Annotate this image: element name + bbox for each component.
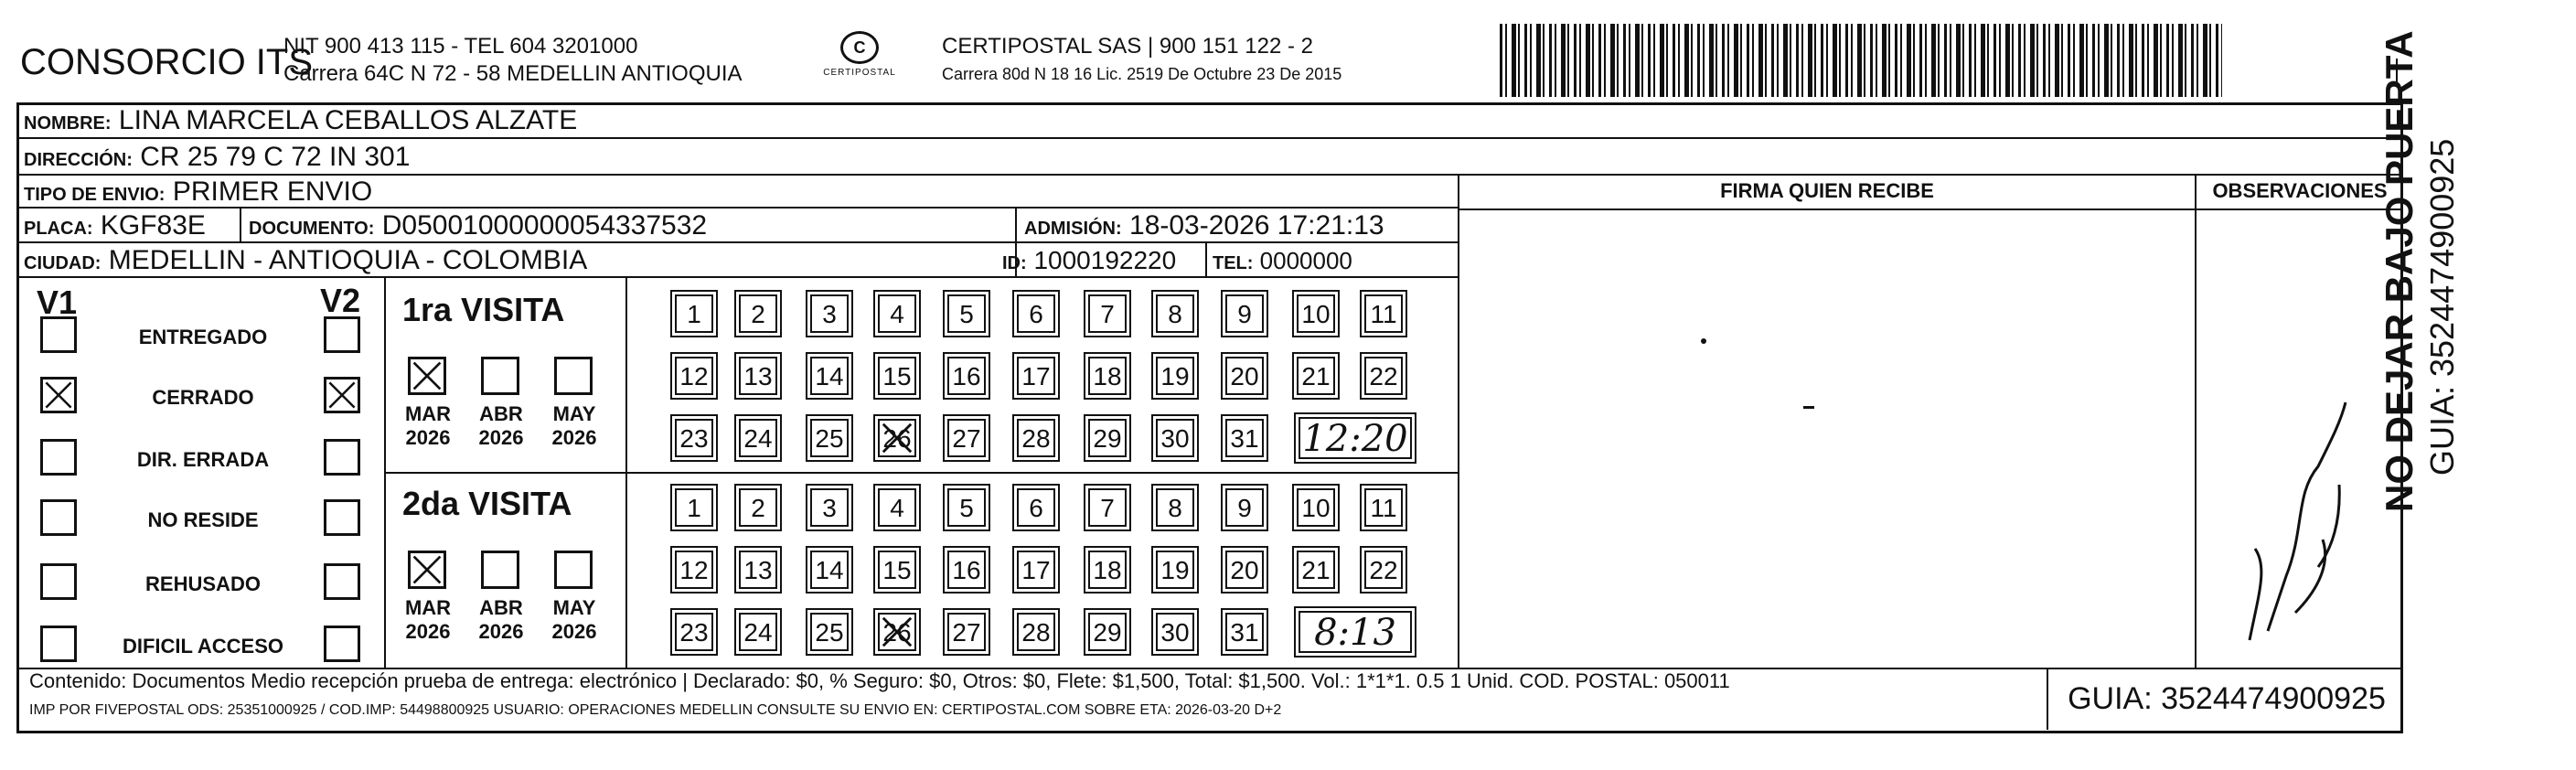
v2-checkbox[interactable] (324, 626, 360, 662)
status-label: DIR. ERRADA (136, 448, 270, 471)
day-box[interactable]: 2 (739, 294, 777, 333)
day-box[interactable]: 23 (675, 419, 713, 457)
day-box[interactable]: 14 (810, 551, 849, 589)
ciudad-value: MEDELLIN - ANTIOQUIA - COLOMBIA (108, 245, 588, 275)
day-box[interactable]: 7 (1088, 488, 1127, 527)
observaciones-header: OBSERVACIONES (2212, 179, 2388, 202)
x-mark-icon (411, 359, 444, 392)
day-box[interactable]: 14 (810, 357, 849, 395)
day-box[interactable]: 17 (1017, 357, 1055, 395)
divider (1458, 209, 2403, 210)
month-year: 2026 (478, 426, 524, 449)
day-box[interactable]: 6 (1017, 294, 1055, 333)
day-box[interactable]: 10 (1297, 488, 1335, 527)
day-box[interactable]: 27 (947, 419, 986, 457)
day-box[interactable]: 13 (739, 357, 777, 395)
month-year: 2026 (405, 426, 451, 449)
month-label (547, 596, 602, 644)
day-box[interactable]: 25 (810, 419, 849, 457)
handwritten-signature (2231, 384, 2359, 649)
placa-label: PLACA: (24, 219, 93, 239)
day-box[interactable]: 15 (878, 551, 916, 589)
company-info (283, 33, 743, 88)
direccion-label: DIRECCIÓN: (24, 150, 133, 170)
day-box[interactable]: 3 (810, 488, 849, 527)
day-box[interactable]: 16 (947, 357, 986, 395)
day-box[interactable]: 31 (1225, 613, 1264, 651)
month-label (547, 402, 602, 450)
day-box[interactable]: 25 (810, 613, 849, 651)
status-label: REHUSADO (145, 572, 261, 595)
month-label (474, 596, 529, 644)
day-box[interactable]: 13 (739, 551, 777, 589)
month-checkbox[interactable] (481, 357, 519, 395)
month-checkbox[interactable] (408, 551, 446, 589)
carrier-name: CERTIPOSTAL SAS | 900 151 122 - 2 (942, 34, 1313, 59)
documento-value: D05001000000054337532 (381, 210, 708, 241)
day-box[interactable]: 19 (1156, 551, 1194, 589)
v1-checkbox[interactable] (40, 439, 77, 476)
day-box[interactable]: 8 (1156, 294, 1194, 333)
day-box[interactable]: 6 (1017, 488, 1055, 527)
tel-label: TEL: (1213, 253, 1254, 273)
day-box[interactable]: 31 (1225, 419, 1264, 457)
month-year: 2026 (551, 620, 597, 643)
month-checkbox[interactable] (481, 551, 519, 589)
v1-checkbox[interactable] (40, 499, 77, 536)
footer-contents: Contenido: Documentos Medio recepción prueba de entrega: electrónico | Declarado: $0, % Seguro: $0, Otros: $0, Flete: $1,500, Total: $1,500. Vol.: 1*1*1. 0.5 1 Unid. COD. POSTAL: 050011 (29, 669, 1730, 692)
day-box[interactable]: 26 (878, 419, 916, 457)
visit-title: 1ra VISITA (402, 291, 565, 328)
day-box[interactable]: 11 (1364, 294, 1403, 333)
month-name: MAR (404, 596, 452, 619)
certipostal-logo (805, 31, 914, 86)
admision-value: 18-03-2026 17:21:13 (1129, 210, 1384, 241)
month-label (401, 596, 455, 644)
day-box[interactable]: 22 (1364, 357, 1403, 395)
day-box[interactable]: 5 (947, 488, 986, 527)
row-nombre (16, 102, 2403, 139)
month-label (401, 402, 455, 450)
month-name: MAY (552, 402, 596, 425)
day-box[interactable]: 30 (1156, 613, 1194, 651)
month-year: 2026 (478, 620, 524, 643)
v2-checkbox[interactable] (324, 377, 360, 413)
barcode (1500, 24, 2222, 97)
x-mark-icon (43, 380, 74, 411)
day-box[interactable]: 4 (878, 294, 916, 333)
day-box[interactable]: 7 (1088, 294, 1127, 333)
day-box[interactable]: 18 (1088, 551, 1127, 589)
day-box[interactable]: 20 (1225, 357, 1264, 395)
day-box[interactable]: 5 (947, 294, 986, 333)
day-box[interactable]: 8 (1156, 488, 1194, 527)
id-label: ID: (1002, 253, 1027, 273)
day-box[interactable]: 3 (810, 294, 849, 333)
company-address: Carrera 64C N 72 - 58 MEDELLIN ANTIOQUIA (283, 61, 743, 86)
day-box[interactable]: 27 (947, 613, 986, 651)
visit-time: 12:20 (1299, 417, 1412, 459)
v1-checkbox[interactable] (40, 563, 77, 600)
day-box[interactable]: 12 (675, 551, 713, 589)
month-label (474, 402, 529, 450)
carrier-address: Carrera 80d N 18 16 Lic. 2519 De Octubre 23 De 2015 (942, 65, 1342, 83)
v2-header: V2 (320, 282, 361, 319)
day-box[interactable]: 9 (1225, 294, 1264, 333)
day-box[interactable]: 26 (878, 613, 916, 651)
day-box[interactable]: 24 (739, 419, 777, 457)
day-box[interactable]: 20 (1225, 551, 1264, 589)
day-box[interactable]: 21 (1297, 551, 1335, 589)
day-box[interactable]: 4 (878, 488, 916, 527)
month-checkbox[interactable] (554, 551, 593, 589)
tel-cell (1213, 243, 1352, 281)
day-box[interactable]: 11 (1364, 488, 1403, 527)
logo-text: CERTIPOSTAL (823, 68, 896, 78)
mark-dash (1803, 406, 1814, 409)
v2-checkbox[interactable] (324, 316, 360, 353)
divider (240, 209, 241, 243)
status-label: ENTREGADO (138, 326, 268, 348)
x-mark-icon (326, 380, 358, 411)
admision-label: ADMISIÓN: (1024, 219, 1122, 239)
day-box[interactable]: 30 (1156, 419, 1194, 457)
month-name: ABR (479, 596, 523, 619)
v1-checkbox[interactable] (40, 626, 77, 662)
company-nit: NIT 900 413 115 - TEL 604 3201000 (283, 34, 638, 59)
day-box[interactable]: 21 (1297, 357, 1335, 395)
day-box[interactable]: 2 (739, 488, 777, 527)
day-box[interactable]: 1 (675, 488, 713, 527)
company-name: CONSORCIO ITS (20, 42, 314, 82)
nombre-value: LINA MARCELA CEBALLOS ALZATE (118, 105, 578, 135)
day-box[interactable]: 18 (1088, 357, 1127, 395)
month-name: MAY (552, 596, 596, 619)
day-box[interactable]: 29 (1088, 419, 1127, 457)
day-box[interactable]: 15 (878, 357, 916, 395)
carrier-info (942, 33, 1341, 88)
month-name: MAR (404, 402, 452, 425)
day-box[interactable]: 1 (675, 294, 713, 333)
visit-title: 2da VISITA (402, 485, 572, 522)
mark-dot (1701, 338, 1706, 344)
month-year: 2026 (405, 620, 451, 643)
day-box[interactable]: 24 (739, 613, 777, 651)
row-direccion (16, 139, 2403, 176)
day-box[interactable]: 12 (675, 357, 713, 395)
day-box[interactable]: 23 (675, 613, 713, 651)
divider (1458, 176, 1459, 668)
day-box[interactable]: 22 (1364, 551, 1403, 589)
day-box[interactable]: 17 (1017, 551, 1055, 589)
v1-checkbox[interactable] (40, 316, 77, 353)
day-box[interactable]: 9 (1225, 488, 1264, 527)
day-box[interactable]: 29 (1088, 613, 1127, 651)
x-mark-icon (880, 615, 914, 649)
v1-checkbox[interactable] (40, 377, 77, 413)
status-label: NO RESIDE (147, 508, 259, 531)
month-name: ABR (479, 402, 523, 425)
divider (384, 472, 1459, 474)
no-dejar-bajo-puerta: NO DEJAR BAJO PUERTA (2378, 30, 2421, 512)
v1-header: V1 (37, 283, 78, 321)
divider (2195, 176, 2197, 668)
month-checkbox[interactable] (554, 357, 593, 395)
v2-checkbox[interactable] (324, 563, 360, 600)
row-tipo (16, 176, 1459, 209)
tipo-value: PRIMER ENVIO (172, 176, 373, 207)
tipo-label: TIPO DE ENVIO: (24, 185, 166, 205)
footer-guia: GUIA: 3524474900925 (2047, 668, 2405, 730)
nombre-label: NOMBRE: (24, 113, 112, 134)
visit-time: 8:13 (1299, 611, 1412, 653)
v2-checkbox[interactable] (324, 499, 360, 536)
day-box[interactable]: 10 (1297, 294, 1335, 333)
footer-print-info: IMP POR FIVEPOSTAL ODS: 25351000925 / COD.IMP: 54498800925 USUARIO: OPERACIONES MEDELLIN CONSULTE SU ENVIO EN: CERTIPOSTAL.COM SOBRE ETA: 2026-03-20 D+2 (29, 702, 1282, 718)
x-mark-icon (411, 553, 444, 586)
divider (1205, 243, 1207, 278)
day-box[interactable]: 16 (947, 551, 986, 589)
month-year: 2026 (551, 426, 597, 449)
documento-label: DOCUMENTO: (249, 219, 375, 239)
direccion-value: CR 25 79 C 72 IN 301 (140, 142, 411, 172)
month-checkbox[interactable] (408, 357, 446, 395)
firma-header: FIRMA QUIEN RECIBE (1720, 179, 1934, 202)
x-mark-icon (880, 421, 914, 455)
id-value: 1000192220 (1033, 246, 1177, 274)
documento-cell (249, 209, 707, 246)
v2-checkbox[interactable] (324, 439, 360, 476)
id-cell (1002, 243, 1176, 281)
day-box[interactable]: 19 (1156, 357, 1194, 395)
logo-mark-icon: C (840, 31, 879, 64)
status-label: DIFICIL ACCESO (122, 635, 283, 658)
day-box[interactable]: 28 (1017, 613, 1055, 651)
side-guia: GUIA: 3524474900925 (2423, 138, 2461, 476)
ciudad-label: CIUDAD: (24, 253, 102, 273)
placa-value: KGF83E (100, 210, 206, 241)
status-label: CERRADO (152, 386, 254, 409)
tel-value: 0000000 (1259, 247, 1352, 274)
admision-cell (1024, 209, 1384, 246)
day-box[interactable]: 28 (1017, 419, 1055, 457)
